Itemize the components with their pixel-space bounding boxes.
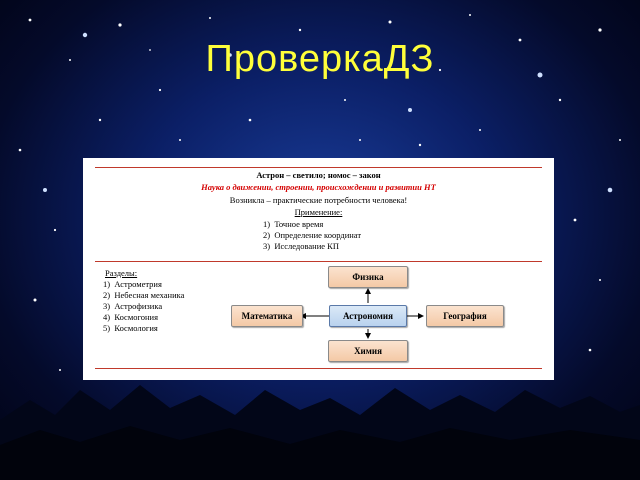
- divider-bottom: [95, 368, 542, 369]
- astronomy-box: Астрономия: [329, 305, 407, 327]
- list-item: 3) Астрофизика: [103, 301, 163, 311]
- application-heading: Применение:: [294, 207, 343, 217]
- science-definition-line: Наука о движении, строении, происхождении и развитии НТ: [201, 182, 436, 192]
- definition-line: Астрон – светило; номос – закон: [256, 170, 381, 180]
- list-item: 2) Небесная механика: [103, 290, 185, 300]
- sections-heading: Разделы:: [105, 268, 138, 278]
- physics-box: Физика: [328, 266, 408, 288]
- mathematics-box: Математика: [231, 305, 303, 327]
- list-item: 5) Космология: [103, 323, 158, 333]
- chemistry-box: Химия: [328, 340, 408, 362]
- list-item: 1) Точное время: [263, 219, 324, 229]
- content-image: [83, 158, 554, 380]
- list-item: 3) Исследование КП: [263, 241, 339, 251]
- list-item: 4) Космогония: [103, 312, 158, 322]
- slide-title: ПроверкаДЗ: [205, 38, 435, 80]
- geography-box: География: [426, 305, 504, 327]
- list-item: 1) Астрометрия: [103, 279, 162, 289]
- origin-line: Возникла – практические потребности человека!: [229, 195, 408, 205]
- list-item: 2) Определение координат: [263, 230, 362, 240]
- diagram-arrows: [83, 158, 554, 380]
